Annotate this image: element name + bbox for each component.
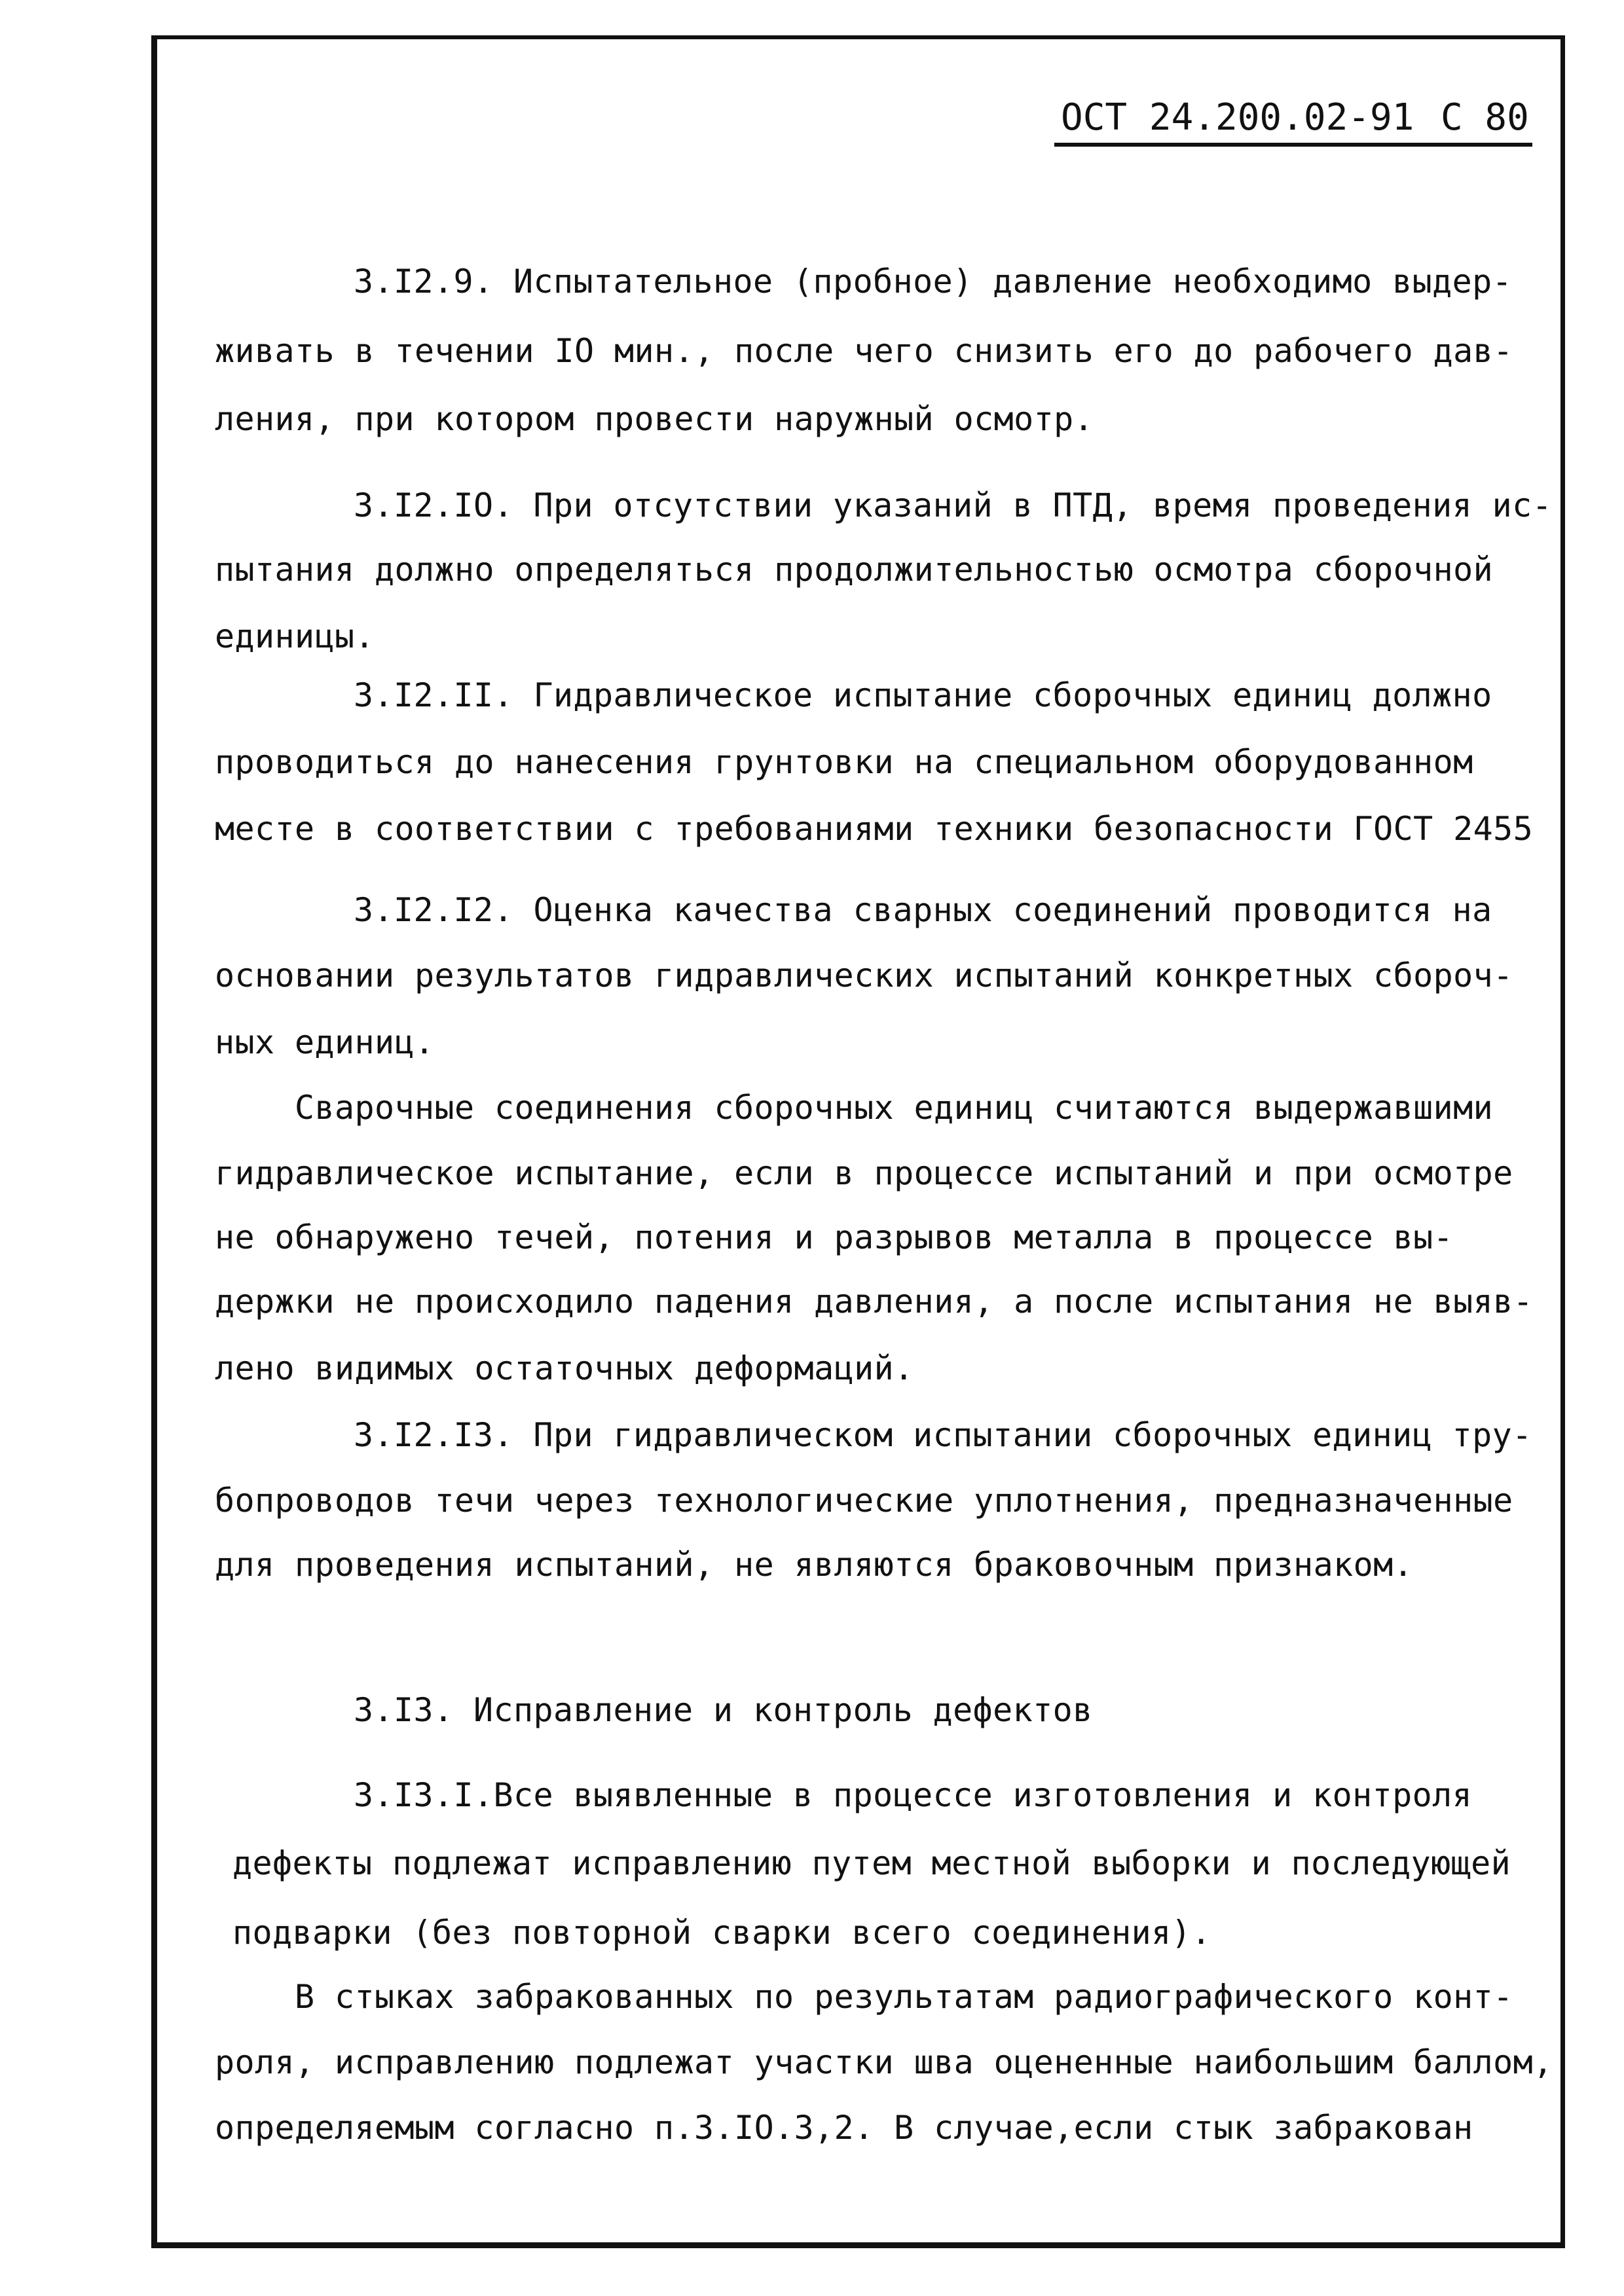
text-line: для проведения испытаний, не являются браковочным признаком. — [215, 1546, 1414, 1584]
text-line: лено видимых остаточных деформаций. — [215, 1349, 914, 1387]
text-line: проводиться до нанесения грунтовки на специальном оборудованном — [215, 743, 1473, 781]
section-heading: 3.I3. Исправление и контроль дефектов — [354, 1691, 1093, 1729]
text-line: 3.I2.9. Испытательное (пробное) давление необходимо выдер- — [354, 263, 1513, 301]
text-line: пытания должно определяться продолжительностью осмотра сборочной — [215, 551, 1494, 589]
text-line: не обнаружено течей, потения и разрывов металла в процессе вы- — [215, 1218, 1454, 1256]
text-line: 3.I2.II. Гидравлическое испытание сборочных единиц должно — [354, 676, 1492, 714]
text-line: гидравлическое испытание, если в процессе испытаний и при осмотре — [215, 1154, 1513, 1192]
text-line: 3.I2.I2. Оценка качества сварных соединений проводится на — [354, 891, 1492, 929]
text-line: основании результатов гидравлических испытаний конкретных сбороч- — [215, 957, 1513, 994]
text-line: роля, исправлению подлежат участки шва оцененные наибольшим баллом, — [215, 2043, 1553, 2081]
text-line: Сварочные соединения сборочных единиц считаются выдержавшими — [295, 1089, 1494, 1127]
text-line: живать в течении IO мин., после чего снизить его до рабочего дав- — [215, 332, 1513, 370]
text-line: держки не происходило падения давления, а после испытания не выяв- — [215, 1283, 1534, 1321]
text-line: месте в соответствии с требованиями техники безопасности ГОСТ 2455 — [215, 810, 1534, 848]
page-number: С 80 — [1441, 96, 1529, 139]
text-line: определяемым согласно п.3.IO.3,2. В случае,если стык забракован — [215, 2109, 1473, 2147]
text-line: 3.I2.I3. При гидравлическом испытании сборочных единиц тру- — [354, 1416, 1532, 1454]
text-line: 3.I2.IO. При отсутствии указаний в ПТД, время проведения ис- — [354, 486, 1553, 524]
text-line: ления, при котором провести наружный осмотр. — [215, 400, 1094, 438]
text-line: В стыках забракованных по результатам радиографического конт- — [295, 1978, 1513, 2016]
text-line: бопроводов течи через технологические уплотнения, предназначенные — [215, 1482, 1513, 1520]
document-code: ОСТ 24.200.02-91 — [1061, 96, 1414, 139]
text-line: дефекты подлежат исправлению путем местной выборки и последующей — [232, 1844, 1511, 1882]
text-line: ных единиц. — [215, 1023, 435, 1061]
text-line: 3.I3.I.Все выявленные в процессе изготовления и контроля — [354, 1776, 1473, 1814]
text-line: подварки (без повторной сварки всего соединения). — [232, 1914, 1211, 1952]
text-line: единицы. — [215, 617, 375, 655]
